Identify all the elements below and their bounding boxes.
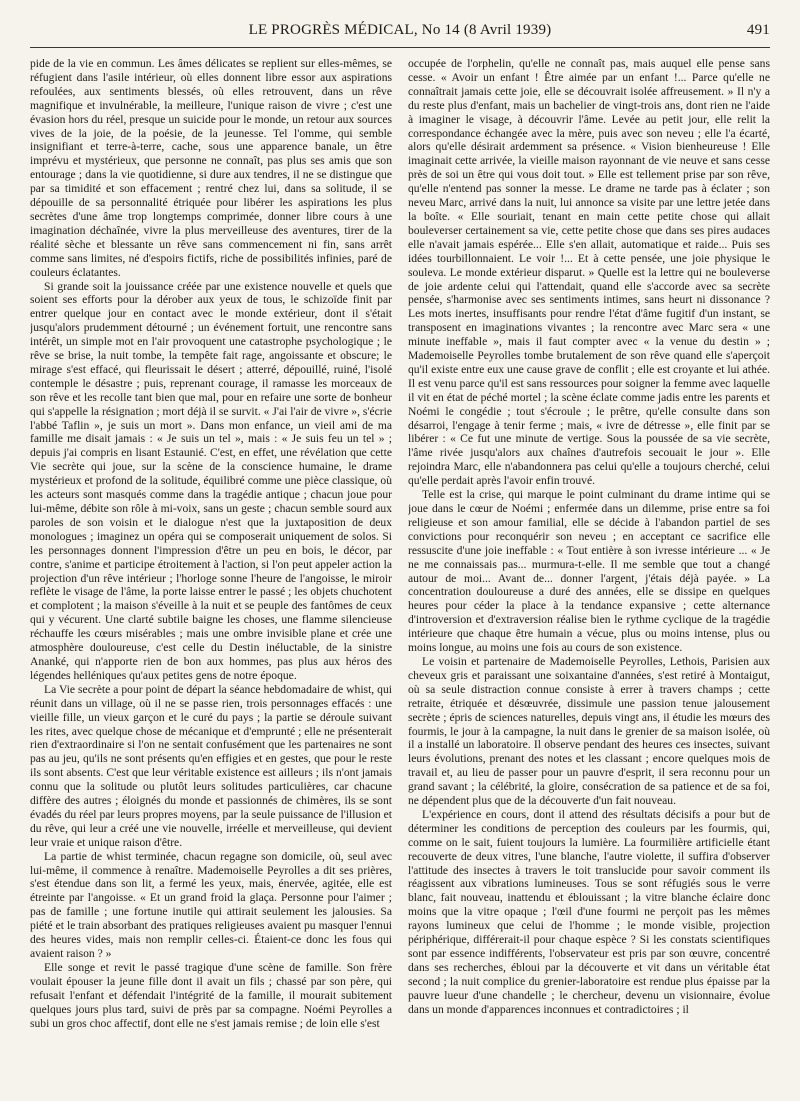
- paragraph: La partie de whist terminée, chacun regagne son domicile, où, seul avec lui-même, il commence à renaître. Mademoiselle Peyrolles a dit ses prières, s'est étendue dans son lit, a fermé les yeux, mais, énervée, agitée, elle est étreinte par l'angoisse. « Et un grand froid la glaça. Personne pour l'aimer ; pas de famille ; une fortune inutile qui attirait seulement les jalousies. Sa piété et le train absorbant des pratiques religieuses avaient pu masquer l'ennui des heures vides, mais non remplir celles-ci. Étaient-ce donc les fous qui avaient raison ? »: [30, 849, 392, 960]
- page-number: 491: [746, 22, 770, 38]
- paragraph: L'expérience en cours, dont il attend des résultats décisifs a pour but de déterminer les conditions de perception des couleurs par les fourmis, qui, comme on le sait, fuient toujours la lumière. La fourmilière artificielle étant recouverte de deux vitres, l'une blanche, l'autre violette, il suffira d'observer l'attitude des insectes à travers le toit translucide pour savoir comment ils réagissent aux vibrations lumineuses. Tous se sont réfugiés sous le verre blanc, fait nouveau, inattendu et éblouissant ; la vitre blanche éclaire donc moins que la vitre opaque ; l'œil d'une fourmi ne perçoit pas les mêmes rayons lumineux que celui de l'homme ; le monde visible, projection périphérique, différerait-il pour chaque espèce ? Si les constats scientifiques sont par essence indifférents, l'observateur est pris par son œuvre, concentré dans ses recherches, ébloui par la découverte et vit dans un véritable état second ; la nuit complice du grenier-laboratoire est rendue plus épaisse par la pauvre lueur d'une chandelle ; le chercheur, devenu un visionnaire, évolue dans un monde d'apparences inconnues et contradictoires ; il: [408, 807, 770, 1016]
- left-column: [30, 57, 392, 1093]
- paragraph: occupée de l'orphelin, qu'elle ne connaît pas, mais auquel elle pense sans cesse. « Avoir un enfant ! Être aimée par un enfant !... Parce qu'elle ne connaîtrait jamais cette joie, elle se découvrait isolée affreusement. » Il n'y a du reste plus d'enfant, mais un bachelier de vingt-trois ans, dont rien ne l'aide à imaginer le visage, à découvrir l'âme. Levée au petit jour, elle relit la correspondance échangée avec la mère, puis avec son neveu ; elle l'a écarté, alors qu'elle désirait ardemment sa présence. « Vision bienheureuse ! Elle imaginait cette arrivée, la vieille maison rayonnant de vie neuve et sans cesse près de soi un être qui vous doit tout. » Elle est tellement prise par son rêve, qu'elle n'entend pas sonner la messe. Le drame ne tarde pas à éclater ; son neveu Marc, arrivé dans la nuit, lui annonce sa visite par une lettre jetée dans la boîte. « Elle souriait, tenant en main cette petite chose qui allait bouleverser certainement sa vie, cette petite chose que dans ses pires audaces elle n'avait jamais espérée... Elle s'en allait, automatique et raide... Puis ses idées tourbillonnaient. Le voir !... Et à cette pensée, une joie physique le souleva. Le monde extérieur disparut. » Quelle est la lettre qui ne bouleverse de joie ardente celui qui l'attendait, quand elle s'accorde avec sa secrète pensée, s'harmonise avec ses sentiments intimes, sans heurt ni dissonance ? Les mots inertes, insuffisants pour rendre l'état d'âme fugitif d'un instant, se transposent en imaginations vivantes ; la rencontre avec Marc sera « une minute ineffable », mais il faut compter avec « la venue du destin » ; Mademoiselle Peyrolles tombe brutalement de son rêve quand elle s'aperçoit qu'il existe entre eux une cause grave de conflit ; elle est croyante et lui athée. Il est venu parce qu'il est sans ressources pour soigner la femme avec laquelle il vit en état de péché mortel ; la scène éclate comme jadis entre les parents et Noémi le congédie ; tout s'écroule ; le prêtre, qu'elle consulte dans son désarroi, l'engage à tenir ferme ; mais, « ivre de détresse », elle finit par se libérer : « Ce fut une minute de vertige. Sous la poussée de sa vie secrète, l'âme rivée jusqu'alors aux chaînes d'autrefois secouait le jour ». Elle rejoindra Marc, elle n'abandonnera pas celui qu'elle a toujours cherché, celui qu'elle perdait après l'avoir enfin trouvé.: [408, 57, 770, 488]
- paragraph: pide de la vie en commun. Les âmes délicates se replient sur elles-mêmes, se réfugient dans l'asile intérieur, où elles donnent libre essor aux aspirations refoulées, aux sentiments blessés, où elles retrouvent, dans un rêve magnifique et invulnérable, la meilleure, l'unique raison de vivre ; c'est une évasion hors du réel, presque un suicide pour le monde, un retour aux sources vives de la joie, de la poésie, de la jeunesse. Tel l'omme, qui semble insignifiant et terre-à-terre, cache, sous une apparence banale, un être imprévu et mystérieux, que personne ne connaît, pas plus ses amis que son entourage ; dans la vie quotidienne, si dure aux tendres, il ne se distingue que par sa timidité et son effacement ; rentré chez lui, dans sa solitude, il se dépouille de sa personnalité étriquée pour libérer les aspirations les plus secrètes d'une âme trop longtemps comprimée, donner libre cours à une imagination déchaînée, vivre la plus merveilleuse des aventures, tirer de la réalité sèche et blessante un rêve sans commencement ni fin, sans arrêt comme sans limites, né d'espoirs fictifs, riche de possibilités infinies, paré de couleurs éclatantes.: [30, 57, 392, 279]
- journal-title: LE PROGRÈS MÉDICAL, No 14 (8 Avril 1939): [248, 22, 552, 38]
- paragraph: Telle est la crise, qui marque le point culminant du drame intime qui se joue dans le cœur de Noémi ; enfermée dans un dilemme, prise entre sa foi religieuse et son amour familial, elle se décide à l'abandon partiel de ses convictions pour reconquérir son neveu ; en acceptant ce sacrifice elle ressuscite d'une joie ineffable : « Tout entière à son ivresse intérieure ... « Je ne me connaissais pas... murmura-t-elle. Il me semble que tout a changé autour de moi... Avant de... donner l'argent, j'étais déjà payée. » La concentration douloureuse a duré des années, elle se dissipe en quelques heures pour céder la place à la tendance expansive ; cette alternance d'introversion et d'extraversion réalise bien le rythme cyclique de la tragédie intérieure que chaque être humain a vécue, plus ou moins intense, plus ou moins longue, au moins une fois au cours de son existence.: [408, 488, 770, 655]
- paragraph: La Vie secrète a pour point de départ la séance hebdomadaire de whist, qui réunit dans un village, où il ne se passe rien, trois personnages effacés : une vieille fille, un vieux garçon et le curé du pays ; la partie se déroule suivant les rites, avec quelque chose de mécanique et d'emprunté ; elle ne présenterait rien d'extraordinaire si l'on ne sentait confusément que les partenaires ne sont pas au jeu, qu'ils ne sont présents qu'en effigies et en gestes, que pour le reste ils sont absents. C'est que leur véritable existence est ailleurs ; ils n'ont jamais connu que la solitude ou plutôt leurs solitudes particulières, car chacune diffère des autres ; éloignés du monde et passionnés de chimères, ils se sont évadés du réel par leurs propres moyens, par la seule puissance de l'illusion et du rêve, qui leur a créé une vie nouvelle, irréelle et merveilleuse, qui devient leur vraie et unique raison d'être.: [30, 682, 392, 849]
- paragraph: Le voisin et partenaire de Mademoiselle Peyrolles, Lethois, Parisien aux cheveux gris et paraissant une soixantaine d'années, s'est retiré à Montaigut, où sa seule distraction connue consiste à errer à travers champs ; cette retraite, étriquée et désœuvrée, dissimule une passion tenue jalousement secrète ; épris de sciences naturelles, depuis vingt ans, il étudie les mœurs des fourmis, le jour à la campagne, la nuit dans le grenier de sa maison isolée, où il a installé un laboratoire. Il observe pendant des heures ces insectes, suivant leurs évolutions, prenant des notes et les classant ; encore quelques mois de travail et, au lieu de passer pour un pauvre d'esprit, il sera reconnu pour un grand savant ; la célébrité, la gloire, consécration de sa patience et de sa foi, ne dépendent plus que de la découverte d'un fait nouveau.: [408, 654, 770, 808]
- paragraph: Si grande soit la jouissance créée par une existence nouvelle et quels que soient ses efforts pour la dérober aux yeux de tous, le schizoïde finit par entrer quelque jour en contact avec le monde extérieur, dont il s'était jusqu'alors prudemment détourné ; un événement fortuit, une rencontre sans intérêt, un simple mot en l'air provoquent une catastrophe psychologique ; le rêve se brise, la nuit tombe, la tempête fait rage, angoissante et obscure; le mirage s'est effacé, qui fleurissait le désert ; atterré, dépouillé, ruiné, l'isolé contemple le désastre ; puis, reprenant courage, il ramasse les morceaux de son rêve et les recolle tant bien que mal, pour en refaire une sorte de bonheur qui s'appelle la résignation ; mort déjà il se survit. « J'ai l'air de vivre », s'écrie l'abbé Taflin », je suis un mort ». Dans mon enfance, un vieil ami de ma famille me disait jamais : « Je suis un tel », mais : « Je suis feu un tel » ; depuis j'ai compris en lisant Estaunié. C'est, en effet, une révélation que cette Vie secrète qui joue, sur la scène de la conscience humaine, le drame mystérieux et profond de la solitude, équilibré comme une pièce classique, où les acteurs sont masqués comme dans la tragédie antique ; chacun joue pour lui-même, débite son rôle à mi-voix, sans un geste ; chacun semble sourd aux paroles de son voisin et le dialogue n'est que la juxtaposition de deux monologues ; imaginez un opéra qui se composerait uniquement de solos. Si les personnages donnent l'impression d'être un peu en bois, le décor, par contre, s'anime et participe étroitement à l'action, si l'on peut appeler action la projection d'un rêve intérieur ; l'horloge sonne l'heure de l'angoisse, le miroir reflète le visage de l'âme, la porte laisse entrer le passé ; les objets chuchotent et complotent ; la maison s'éveille à la nuit et se peuple des fantômes de ceux qui y vécurent. Une clarté subtile baigne les choses, une flamme silencieuse réchauffe les cœurs misérables ; mais une ombre invisible plane et crée une atmosphère douloureuse, c'est celle du Destin inéluctable, de la sinistre Ananké, qui n'apporte rien de bon aux hommes, pas plus aux héros des légendes helléniques qu'aux petites gens de notre époque.: [30, 279, 392, 682]
- header-rule: [30, 47, 770, 48]
- running-header: [30, 22, 770, 44]
- paragraph: Elle songe et revit le passé tragique d'une scène de famille. Son frère voulait épouser la jeune fille dont il avait un fils ; chassé par son père, qui refusait l'enfant et défendait l'intégrité de la famille, il mourait subitement quelques jours plus tard, suivi de près par sa compagne. Noémi Peyrolles a subi un gros choc affectif, dont elle ne s'est jamais remise ; de loin elle s'est: [30, 960, 392, 1030]
- right-column: [408, 57, 770, 1093]
